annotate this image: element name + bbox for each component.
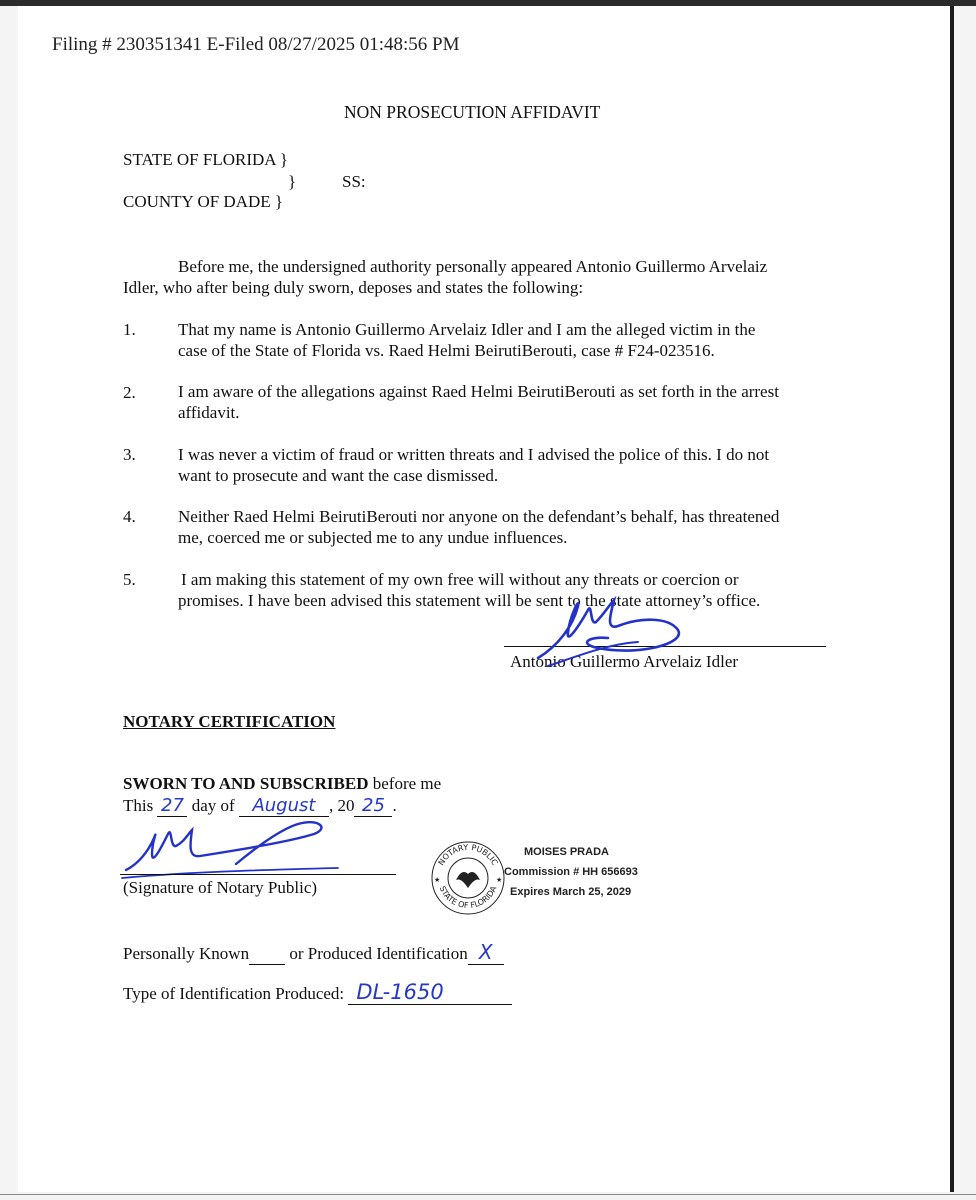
produced-id-field [468, 940, 504, 965]
notary-seal [428, 838, 508, 918]
day-label: day of [191, 796, 235, 815]
item-3-line-2: want to prosecute and want the case dismissed. [178, 466, 499, 485]
venue-brace: } [288, 172, 297, 191]
item-5-number: 5. [123, 570, 136, 589]
seal-ring-bottom: STATE OF FLORIDA [437, 884, 499, 911]
produced-id-label: or Produced Identification [289, 944, 468, 963]
year-value: 25 [362, 795, 385, 816]
affiant-name: Antonio Guillermo Arvelaiz Idler [510, 652, 739, 671]
item-4-line-2: me, coerced me or subjected me to any undue influences. [178, 528, 568, 547]
item-3-line-1: I was never a victim of fraud or written threats and I advised the police of this. I do not [178, 445, 770, 464]
item-2-line-1: I am aware of the allegations against Raed Helmi BeirutiBerouti as set forth in the arrest [178, 382, 779, 401]
venue-state: STATE OF FLORIDA } [123, 150, 289, 169]
id-type-field [348, 980, 512, 1005]
venue-ss: SS: [342, 172, 366, 191]
item-1-number: 1. [123, 320, 136, 339]
seal-name: MOISES PRADA [524, 846, 609, 858]
year-prefix: , 20 [328, 796, 355, 815]
item-1-line-1: That my name is Antonio Guillermo Arvelaiz Idler and I am the alleged victim in the [178, 320, 756, 339]
document-page [18, 6, 954, 1192]
seal-eagle-icon [456, 872, 480, 888]
personally-known-field [249, 944, 285, 965]
seal-expires: Expires March 25, 2029 [510, 886, 632, 898]
date-period: . [392, 796, 397, 815]
produced-id-mark: X [478, 940, 493, 964]
svg-text:★: ★ [434, 876, 441, 884]
id-type-value: DL-1650 [356, 980, 444, 1004]
sworn-rest: before me [372, 774, 442, 793]
bottom-divider [0, 1194, 976, 1195]
svg-text:★: ★ [496, 876, 503, 884]
id-type-label: Type of Identification Produced: [123, 984, 345, 1003]
sworn-line [123, 774, 441, 794]
filing-header: Filing # 230351341 E-Filed 08/27/2025 01:48:56 PM [52, 34, 460, 55]
day-value: 27 [161, 795, 184, 816]
venue-county: COUNTY OF DADE } [123, 192, 284, 211]
intro-line-1: Before me, the undersigned authority personally appeared Antonio Guillermo Arvelaiz [178, 257, 768, 276]
svg-text:STATE OF FLORIDA [438, 884, 499, 910]
notary-heading: NOTARY CERTIFICATION [123, 712, 336, 731]
year-field [354, 795, 392, 817]
item-2-line-2: affidavit. [178, 403, 240, 422]
svg-text:NOTARY PUBLIC [437, 843, 500, 867]
item-1-line-2: case of the State of Florida vs. Raed Helmi BeirutiBerouti, case # F24-023516. [178, 341, 715, 360]
item-4-line-1: Neither Raed Helmi BeirutiBerouti nor anyone on the defendant’s behalf, has threatened [178, 507, 780, 526]
id-type-line [123, 980, 512, 1005]
seal-commission: Commission # HH 656693 [504, 866, 638, 878]
item-5-line-2: promises. I have been advised this statement will be sent to the state attorney’s office. [178, 591, 761, 610]
affiant-signature-scribble [518, 586, 688, 676]
item-2-number: 2. [123, 383, 136, 402]
notary-signature-line [120, 874, 396, 875]
item-4-number: 4. [123, 507, 136, 526]
personally-known-label: Personally Known [123, 944, 250, 963]
sworn-bold: SWORN TO AND SUBSCRIBED [123, 774, 369, 793]
seal-ring-top: NOTARY PUBLIC [436, 842, 500, 868]
intro-line-2: Idler, who after being duly sworn, deposes and states the following: [123, 278, 584, 297]
this-label: This [123, 796, 154, 815]
notary-signature-label: (Signature of Notary Public) [123, 878, 318, 897]
item-3-number: 3. [123, 445, 136, 464]
document-title: NON PROSECUTION AFFIDAVIT [344, 102, 601, 122]
identification-line [123, 940, 504, 965]
month-value: August [252, 795, 316, 816]
item-5-line-1: I am making this statement of my own free will without any threats or coercion or [181, 570, 739, 589]
